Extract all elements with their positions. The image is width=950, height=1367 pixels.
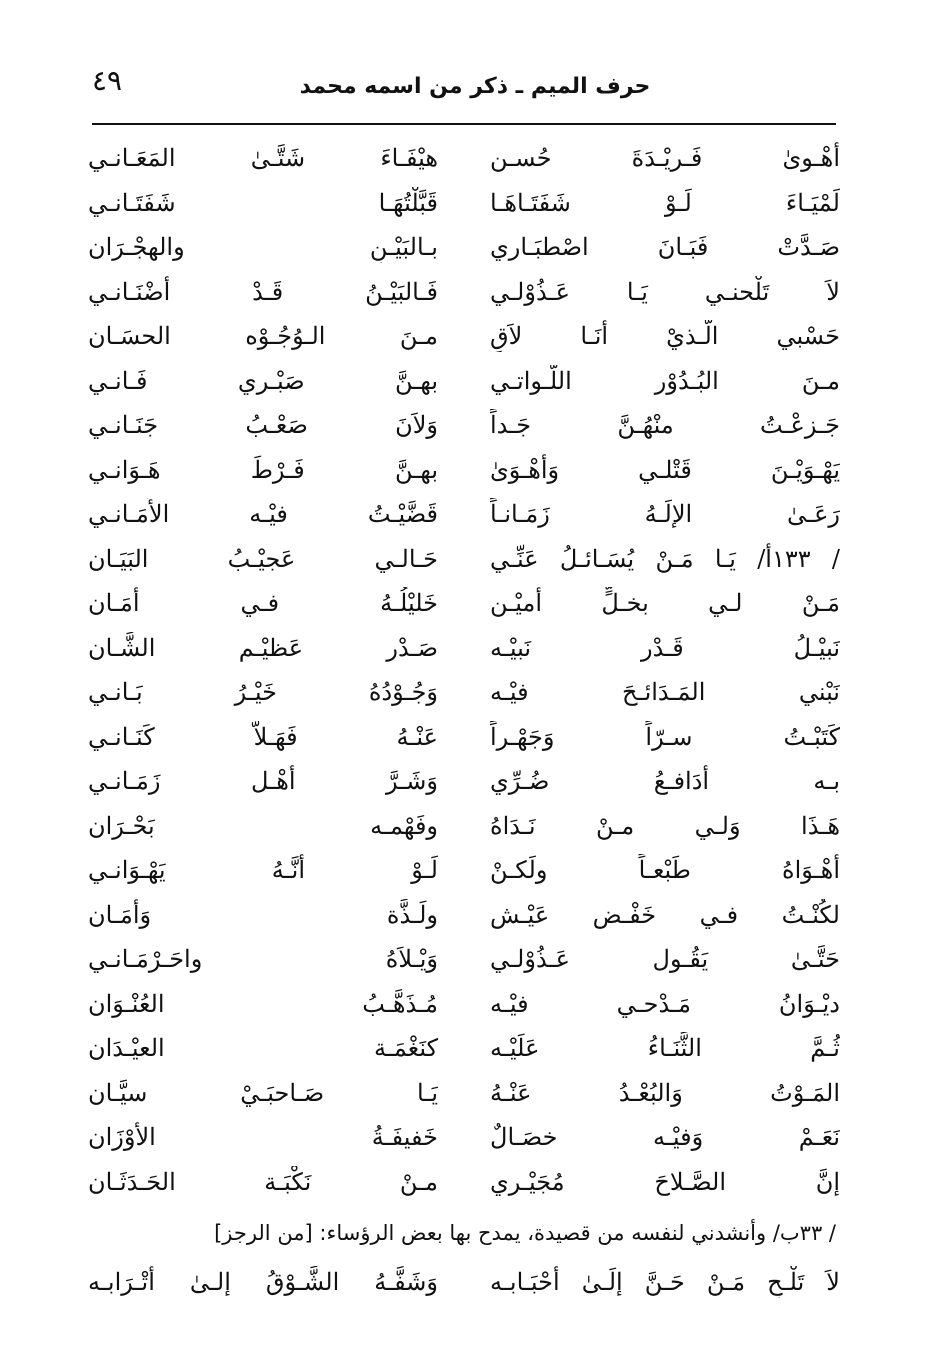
verse-first-hemistich: جَـزعْـتُ منْهُـنَّ جَـداً [490, 411, 840, 439]
verse-first-hemistich: أهْـوَاهُ طَبْعـاً ولَكـنْ [490, 856, 840, 884]
verse-second-hemistich: ولَـذَّة وَأمَـان [88, 900, 438, 929]
verse [88, 1071, 840, 1116]
verse [88, 937, 840, 982]
verse-second-hemistich: مُـذَهَّـبُ العُنْـوَان [88, 989, 438, 1018]
verse [88, 448, 840, 493]
verse-second-hemistich: وَشَـرَّ أهْـل زَمَـانـي [88, 767, 438, 795]
verse-second-hemistich: حَـالـي عَجيْـبُ البَيَـان [88, 544, 438, 573]
verse-second-hemistich: يَـا صَـاحبَـيْ سيَّـان [88, 1078, 438, 1107]
verse-second-hemistich: صَـدْر عَظيْـم الشَّـان [88, 633, 438, 662]
verse-second-hemistich: خَفيفَـةُ الأوْزَان [88, 1123, 438, 1151]
poem-intro: / ٣٣ب/ وأنشدني لنفسه من قصيدة، يمدح بها بعض الرؤساء: [من الرجز] [214, 1221, 836, 1245]
verse-second-hemistich: مـنْ نَكْبَـة الحَـدَثَـان [88, 1167, 438, 1196]
verse-first-hemistich: نَبْني المَـدَائـحَ فيْـه [490, 678, 840, 706]
verse-second-hemistich: قَضَّيْـتُ فيْـه الأَمَـانـي [88, 500, 438, 528]
verse [88, 537, 840, 582]
verse-first-hemistich: أهْـوىٰ فَـريْـدَةَ حُسـن [490, 144, 840, 172]
verse-second-hemistich: وَشَفَّـهُ الشَّـوْقُ إلـىٰ أتْـرَابـه [88, 1268, 438, 1296]
verse-first-hemistich: لاَ تَلْـحِ مَـنْ حَـنَّ إلَـىٰ أحْبَـابـه [490, 1268, 840, 1296]
verse [88, 1115, 840, 1160]
verse-first-hemistich: المَـوْتُ وَالبُعْـدُ عَنْـهُ [490, 1078, 840, 1107]
running-title: حرف الميم ـ ذكر من اسمه محمد [299, 74, 651, 99]
verse [88, 181, 840, 226]
verse [88, 1026, 840, 1071]
verse [88, 225, 840, 270]
verse-second-hemistich: عَنْـهُ فَهَـلاَّ كَنَـانـي [88, 722, 438, 751]
header-rule [92, 123, 836, 125]
verse [88, 314, 840, 359]
verse [88, 759, 840, 804]
verse-second-hemistich: بهـنَّ صَبْـري فَـانـي [88, 366, 438, 395]
verse [88, 982, 840, 1027]
verse-second-hemistich: هيْفَـاءَ شَتَّـىٰ المَعَـانـي [88, 144, 438, 172]
verse-first-hemistich: لَمْيَـاءَ لَـوْ شَفَتَـاهَـا [490, 188, 840, 217]
verse-second-hemistich: بـالبَيْـنِ والهجْـرَان [88, 233, 438, 261]
verse [88, 270, 840, 315]
verse-second-hemistich: لَـوْ أنَّـهُ يَهْـوَانـي [88, 856, 438, 884]
verse-first-hemistich: لاَ تَلْحنـي يَـا عَـذُوْلـي [490, 277, 840, 306]
verse-first-hemistich: / ١٣٣أ/ يَـا مَـنْ يُسَـائـلُ عَنِّـي [490, 544, 840, 573]
verse-first-hemistich: نَعَـمْ وَفيْـه خصَـالٌ [490, 1123, 840, 1151]
verse [88, 1160, 840, 1205]
verse [88, 492, 840, 537]
verse-second-hemistich: وَيْـلاَهُ واحَـرْمَـانـي [88, 945, 438, 973]
verse-first-hemistich: ثُـمَّ الثَّنَـاءُ عَلَيْـه [490, 1034, 840, 1062]
verse-first-hemistich: بـه أُدَافـعُ ضُـرِّي [490, 767, 840, 795]
verse-first-hemistich: لكُنْـتُ فـي خَفْـض عَيْـش [490, 900, 840, 929]
verse-second-hemistich: كنَغْمَـة العيْـدَان [88, 1034, 438, 1062]
verse-second-hemistich: وَلاَنَ صَعْـبُ جَنَـانـي [88, 411, 438, 439]
verse-first-hemistich: مَـنْ لـي بخـلٍّ أميْـن [490, 589, 840, 617]
verse-second-hemistich: خَليْلُـهُ فـي أَمَـان [88, 589, 438, 617]
verse-first-hemistich: صَـدَّتْ فَبَـانَ اصْطبَـاري [490, 233, 840, 261]
verse-second-hemistich: مـنَ الـوُجُـوْه الحسَـان [88, 322, 438, 350]
verse [88, 893, 840, 938]
verse [88, 136, 840, 181]
verse-first-hemistich: نَبيْـلُ قَـدْر نَبيْـه [490, 633, 840, 662]
verse-first-hemistich: مـنَ البُـدُوْر اللَّـواتـي [490, 366, 840, 395]
verse [88, 626, 840, 671]
verse-first-hemistich: كَتَبْـتُ سـرّاً وَجَهْـراً [490, 722, 840, 751]
verse [88, 848, 840, 893]
verse [88, 670, 840, 715]
verse-first-hemistich: يَهْـوَيْـنَ قَتْلـي وَأهْـوَىٰ [490, 455, 840, 484]
verse [88, 804, 840, 849]
verse-first-hemistich: حَسْبي الَّـذيْ أنَـا لاَقٍ [490, 322, 840, 350]
verse-second-hemistich: وَجُـوْدُهُ خَيْـرُ بَـانـي [88, 678, 438, 706]
verse [88, 403, 840, 448]
verse-second-hemistich: فَـالبَيْـنُ قَـدْ أَضْنَـانـي [88, 277, 438, 306]
page-number: ٤٩ [92, 64, 123, 97]
verse-first-hemistich: ديْـوَانُ مَـدْحـي فيْـه [490, 989, 840, 1018]
verse-first-hemistich: إنَّ الصَّـلاحَ مُجَيْـري [490, 1167, 840, 1196]
poem-verses [88, 136, 840, 1204]
verse-second-hemistich: قَبَّلْتُهَـا شَفَتَـانـي [88, 188, 438, 217]
verse-second-hemistich: بهـنَّ فَـرْطَ هَـوَانـي [88, 455, 438, 484]
verse-first-hemistich: حَتَّـىٰ يَقُـول عَـذُوْلـي [490, 945, 840, 973]
verse-first-hemistich: هَـذَا وَلـي مـنْ نَـدَاهُ [490, 811, 840, 840]
verse [88, 1260, 840, 1304]
verse [88, 359, 840, 404]
verse [88, 715, 840, 760]
verse [88, 581, 840, 626]
verse-second-hemistich: وفَهْمـه بَحْـرَان [88, 811, 438, 840]
verse-first-hemistich: رَعَـىٰ الإلَـهُ زَمَـانـاً [490, 500, 840, 528]
